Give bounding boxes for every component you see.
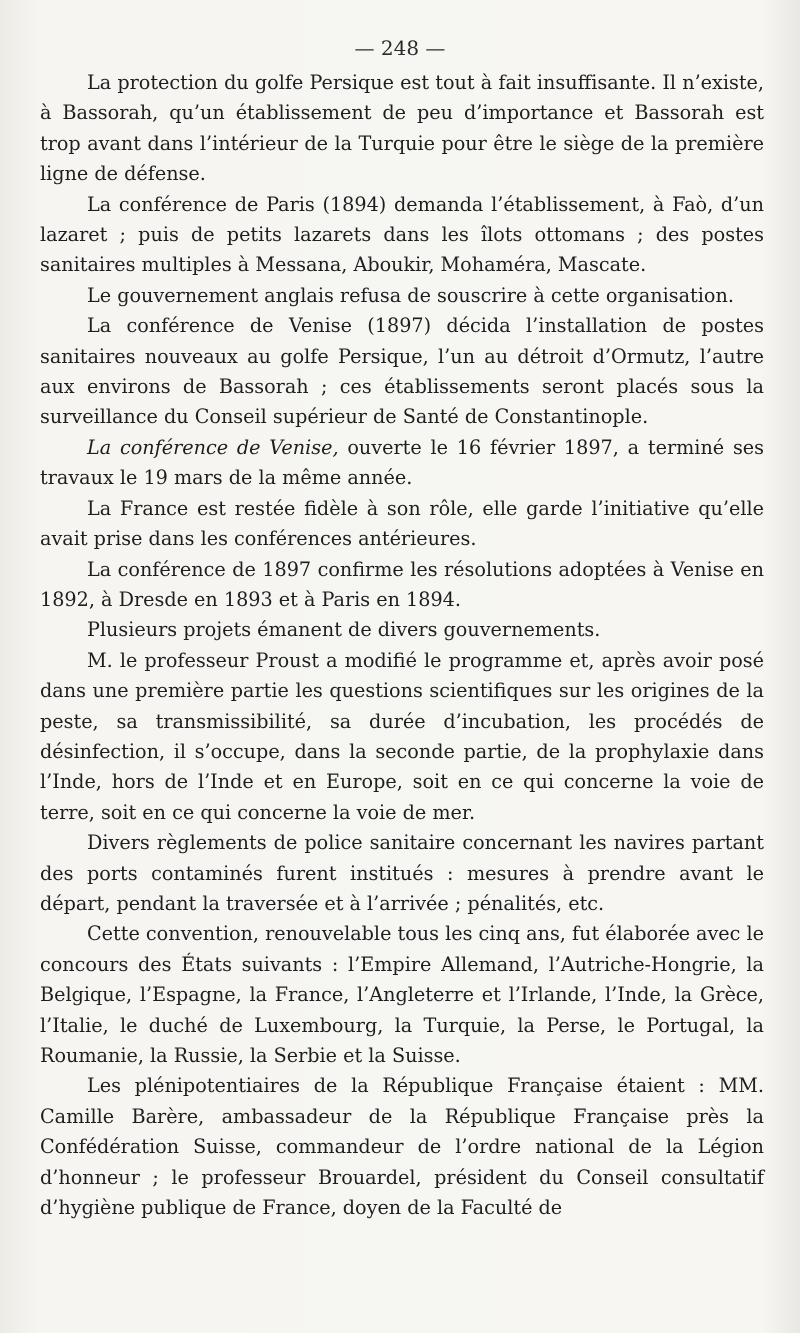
paragraph-text: M. le professeur Proust a modifié le programme et, après avoir posé dans une première partie les questions scientifiques sur les origines de la peste, sa transmissibilité, sa durée d’incubation, les procédés de désinfection, il s’occupe, dans la seconde partie, de la prophylaxie dans l’Inde, hors de l’Inde et en Europe, soit en ce qui concerne la voie de terre, soit en ce qui concerne la voie de mer. xyxy=(40,648,764,824)
paragraph-projects xyxy=(40,615,764,645)
paragraph-english-refusal xyxy=(40,281,764,311)
page-number: — 248 — xyxy=(354,36,446,60)
paragraph-proust-program xyxy=(40,646,764,828)
paragraph-text: La conférence de Paris (1894) demanda l’établissement, à Faò, d’un lazaret ; puis de petits lazarets dans les îlots ottomans ; des postes sanitaires multiples à Messana, Aboukir, Mohaméra, Mascate. xyxy=(40,192,764,277)
paragraph-text: Le gouvernement anglais refusa de souscrire à cette organisation. xyxy=(87,283,734,307)
paragraph-venice-conference-posts xyxy=(40,311,764,433)
paragraph-text: Les plénipotentiaires de la République Française étaient : MM. Camille Barère, ambassadeur de la République Française près la Confédération Suisse, commandeur de l’ordre national de la Légion d’honneur ; le professeur Brouardel, président du Conseil consultatif d’hygiène publique de France, doyen de la Faculté de xyxy=(40,1074,764,1220)
paragraph-convention-states xyxy=(40,919,764,1071)
paragraph-sanitary-rules xyxy=(40,828,764,919)
paragraph-text: La conférence de 1897 confirme les résolutions adoptées à Venise en 1892, à Dresde en 1893 et à Paris en 1894. xyxy=(40,557,764,611)
paragraph-text: Cette convention, renouvelable tous les cinq ans, fut élaborée avec le concours des États suivants : l’Empire Allemand, l’Autriche-Hongrie, la Belgique, l’Espagne, la France, l’Angleterre et l’Irlande, l’Inde, la Grèce, l’Italie, le duché de Luxembourg, la Turquie, la Perse, le Portugal, la Roumanie, la Russie, la Serbie et la Suisse. xyxy=(40,922,764,1067)
paragraph-persian-gulf-protection xyxy=(40,68,764,190)
paragraph-text: ouverte le 16 février 1897, a terminé ses travaux le 19 mars de la même année. xyxy=(40,435,765,490)
paragraph-text: La protection du golfe Persique est tout à fait insuffisante. Il n’existe, à Bassorah, qu’un établissement de peu d’importance et Bassorah est trop avant dans l’intérieur de la Turquie pour être le siège de la première ligne de défense. xyxy=(40,71,764,186)
paragraph-venice-conference-dates xyxy=(40,433,764,494)
paragraph-italic-lead: La conférence de Venise, xyxy=(87,435,339,459)
paragraph-text: La France est restée fidèle à son rôle, elle garde l’initiative qu’elle avait prise dans les conférences antérieures. xyxy=(40,496,764,551)
paragraph-plenipotentiaries xyxy=(40,1071,764,1223)
paragraph-text: Plusieurs projets émanent de divers gouvernements. xyxy=(87,618,601,642)
page-body xyxy=(40,68,764,1223)
paragraph-1897-resolutions xyxy=(40,555,764,616)
paragraph-france-role xyxy=(40,494,764,555)
paragraph-paris-conference xyxy=(40,190,764,281)
paragraph-text: Divers règlements de police sanitaire concernant les navires partant des ports contaminés furent institués : mesures à prendre avant le départ, pendant la traversée et à l’arrivée ; pénalités, etc. xyxy=(40,831,764,915)
paragraph-text: La conférence de Venise (1897) décida l’installation de postes sanitaires nouveaux au golfe Persique, l’un au détroit d’Ormutz, l’autre aux environs de Bassorah ; ces établissements seront placés sous la surveillance du Conseil supérieur de Santé de Constantinople. xyxy=(40,314,764,429)
